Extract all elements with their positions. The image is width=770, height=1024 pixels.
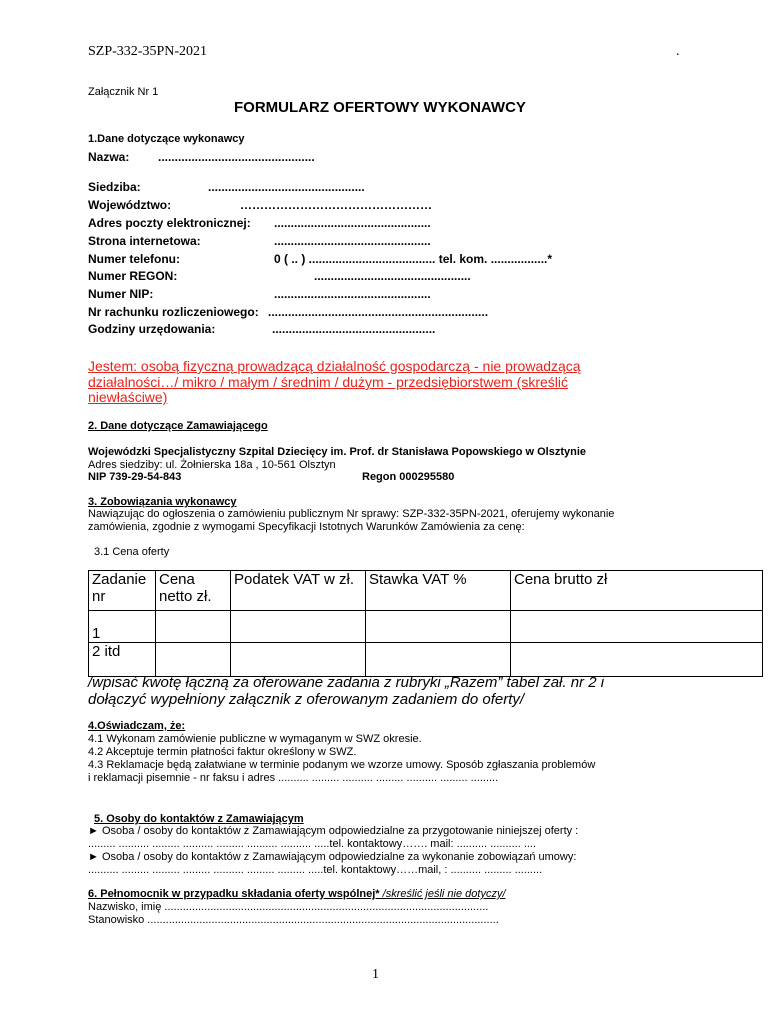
field-dots-hours[interactable]: ................................................. xyxy=(272,322,436,336)
section6-heading-row xyxy=(88,888,506,900)
proxy-position-line[interactable]: Stanowisko ................................................................................................................... xyxy=(88,914,499,926)
section3-text-2: zamówienia, zgodnie z wymogami Specyfikacji Istotnych Warunków Zamówienia za cenę: xyxy=(88,521,525,533)
price-note-1: /wpisać kwotę łączną za oferowane zadania z rubryki „Razem” tabel zał. nr 2 i xyxy=(88,674,605,691)
contact-line-2[interactable]: ......... .......... ......... .......... ......... .......... .......... .....tel. kontaktowy……. mail: .......... .......... .... xyxy=(88,838,537,850)
field-label-website: Strona internetowa: xyxy=(88,234,201,248)
table-header-row xyxy=(89,571,763,611)
statement-item: 4.3 Reklamacje będą załatwiane w terminie podanym we wzorze umowy. Sposób zgłaszania problemów xyxy=(88,759,596,771)
section3-text-1: Nawiązując do ogłoszenia o zamówieniu publicznym Nr sprawy: SZP-332-35PN-2021, oferujemy wykonanie xyxy=(88,508,615,520)
statement-item: 4.2 Akceptuje termin płatności faktur określony w SWZ. xyxy=(88,746,357,758)
table-cell[interactable] xyxy=(511,611,763,643)
status-line-1: Jestem: osobą fizyczną prowadzącą działalność gospodarczą - nie prowadzącą xyxy=(88,358,581,374)
price-subheading: 3.1 Cena oferty xyxy=(94,546,170,558)
section4-heading: 4.Oświadczam, że: xyxy=(88,720,186,732)
field-label-voivodeship: Województwo: xyxy=(88,198,172,212)
table-header-cell: Cena brutto zł xyxy=(511,571,763,611)
field-label-nip: Numer NIP: xyxy=(88,287,154,301)
page-number: 1 xyxy=(372,967,379,982)
contact-line-4[interactable]: .......... ......... ......... ......... .......... ......... ......... .....tel. kontaktowy……mail, : .......... ......... ......... xyxy=(88,864,543,876)
field-label-name: Nazwa: xyxy=(88,150,130,164)
header-dot: . xyxy=(676,44,680,59)
field-dots-website[interactable]: ............................................... xyxy=(274,234,431,248)
page-title: FORMULARZ OFERTOWY WYKONAWCY xyxy=(234,99,526,116)
field-dots-phone[interactable]: 0 ( .. ) ...................................... tel. kom. .................* xyxy=(274,252,553,266)
contact-line-1: ► Osoba / osoby do kontaktów z Zamawiającym odpowiedzialne za przygotowanie niniejszej oferty : xyxy=(88,825,579,837)
table-cell[interactable] xyxy=(511,643,763,677)
contact-line-3: ► Osoba / osoby do kontaktów z Zamawiającym odpowiedzialne za wykonanie zobowiązań umowy: xyxy=(88,851,577,863)
section6-heading: 6. Pełnomocnik w przypadku składania oferty wspólnej* xyxy=(88,888,380,900)
section1-heading: 1.Dane dotyczące wykonawcy xyxy=(88,133,245,145)
field-dots-account[interactable]: .................................................................. xyxy=(268,305,489,319)
field-dots-email[interactable]: ............................................... xyxy=(274,216,431,230)
field-dots-voivodeship[interactable]: ………………………………………… xyxy=(240,198,432,212)
section6-note: /skreślić jeśli nie dotyczy/ xyxy=(379,888,506,900)
attachment-label: Załącznik Nr 1 xyxy=(88,86,159,98)
table-cell[interactable] xyxy=(231,643,366,677)
status-line-2: działalności…/ mikro / małym / średnim / dużym - przedsiębiorstwem (skreślić xyxy=(88,374,568,390)
price-note-2: dołączyć wypełniony załącznik z oferowanym zadaniem do oferty/ xyxy=(88,691,525,708)
document-code: SZP-332-35PN-2021 xyxy=(88,44,208,59)
table-row xyxy=(89,643,763,677)
table-header-cell: Cena netto zł. xyxy=(156,571,231,611)
statement-item: 4.1 Wykonam zamówienie publiczne w wymaganym w SWZ okresie. xyxy=(88,733,422,745)
section2-heading: 2. Dane dotyczące Zamawiającego xyxy=(88,420,268,432)
field-label-hours: Godziny urzędowania: xyxy=(88,322,216,336)
contracting-authority-nip: NIP 739-29-54-843 xyxy=(88,471,182,483)
table-cell[interactable] xyxy=(231,611,366,643)
table-header-cell: Stawka VAT % xyxy=(366,571,511,611)
contracting-authority-address: Adres siedziby: ul. Żołnierska 18a , 10-561 Olsztyn xyxy=(88,459,336,471)
price-table xyxy=(88,570,763,677)
table-cell: 1 xyxy=(89,611,156,643)
proxy-name-line[interactable]: Nazwisko, imię .......................................................................................................... xyxy=(88,901,489,913)
field-label-regon: Numer REGON: xyxy=(88,269,178,283)
table-header-cell: Zadanie nr xyxy=(89,571,156,611)
table-header-cell: Podatek VAT w zł. xyxy=(231,571,366,611)
field-dots-name[interactable]: ............................................... xyxy=(158,150,315,164)
section5-heading: 5. Osoby do kontaktów z Zamawiającym xyxy=(94,813,304,825)
table-row xyxy=(89,611,763,643)
field-label-phone: Numer telefonu: xyxy=(88,252,181,266)
field-dots-seat[interactable]: ............................................... xyxy=(208,180,365,194)
field-label-email: Adres poczty elektronicznej: xyxy=(88,216,251,230)
table-cell[interactable] xyxy=(366,611,511,643)
status-line-3: niewłaściwe) xyxy=(88,389,168,405)
table-cell[interactable] xyxy=(156,643,231,677)
field-label-account: Nr rachunku rozliczeniowego: xyxy=(88,305,259,319)
statement-item: i reklamacji pisemnie - nr faksu i adres .......... ......... .......... ......... .......... ......... ......... xyxy=(88,772,499,784)
contracting-authority-name: Wojewódzki Specjalistyczny Szpital Dziecięcy im. Prof. dr Stanisława Popowskiego w Olsztynie xyxy=(88,446,586,458)
table-cell[interactable] xyxy=(156,611,231,643)
contracting-authority-regon: Regon 000295580 xyxy=(362,471,455,483)
table-cell: 2 itd xyxy=(89,643,156,677)
field-dots-nip[interactable]: ............................................... xyxy=(274,287,431,301)
section3-heading: 3. Zobowiązania wykonawcy xyxy=(88,496,237,508)
field-dots-regon[interactable]: ............................................... xyxy=(314,269,471,283)
field-label-seat: Siedziba: xyxy=(88,180,141,194)
table-cell[interactable] xyxy=(366,643,511,677)
